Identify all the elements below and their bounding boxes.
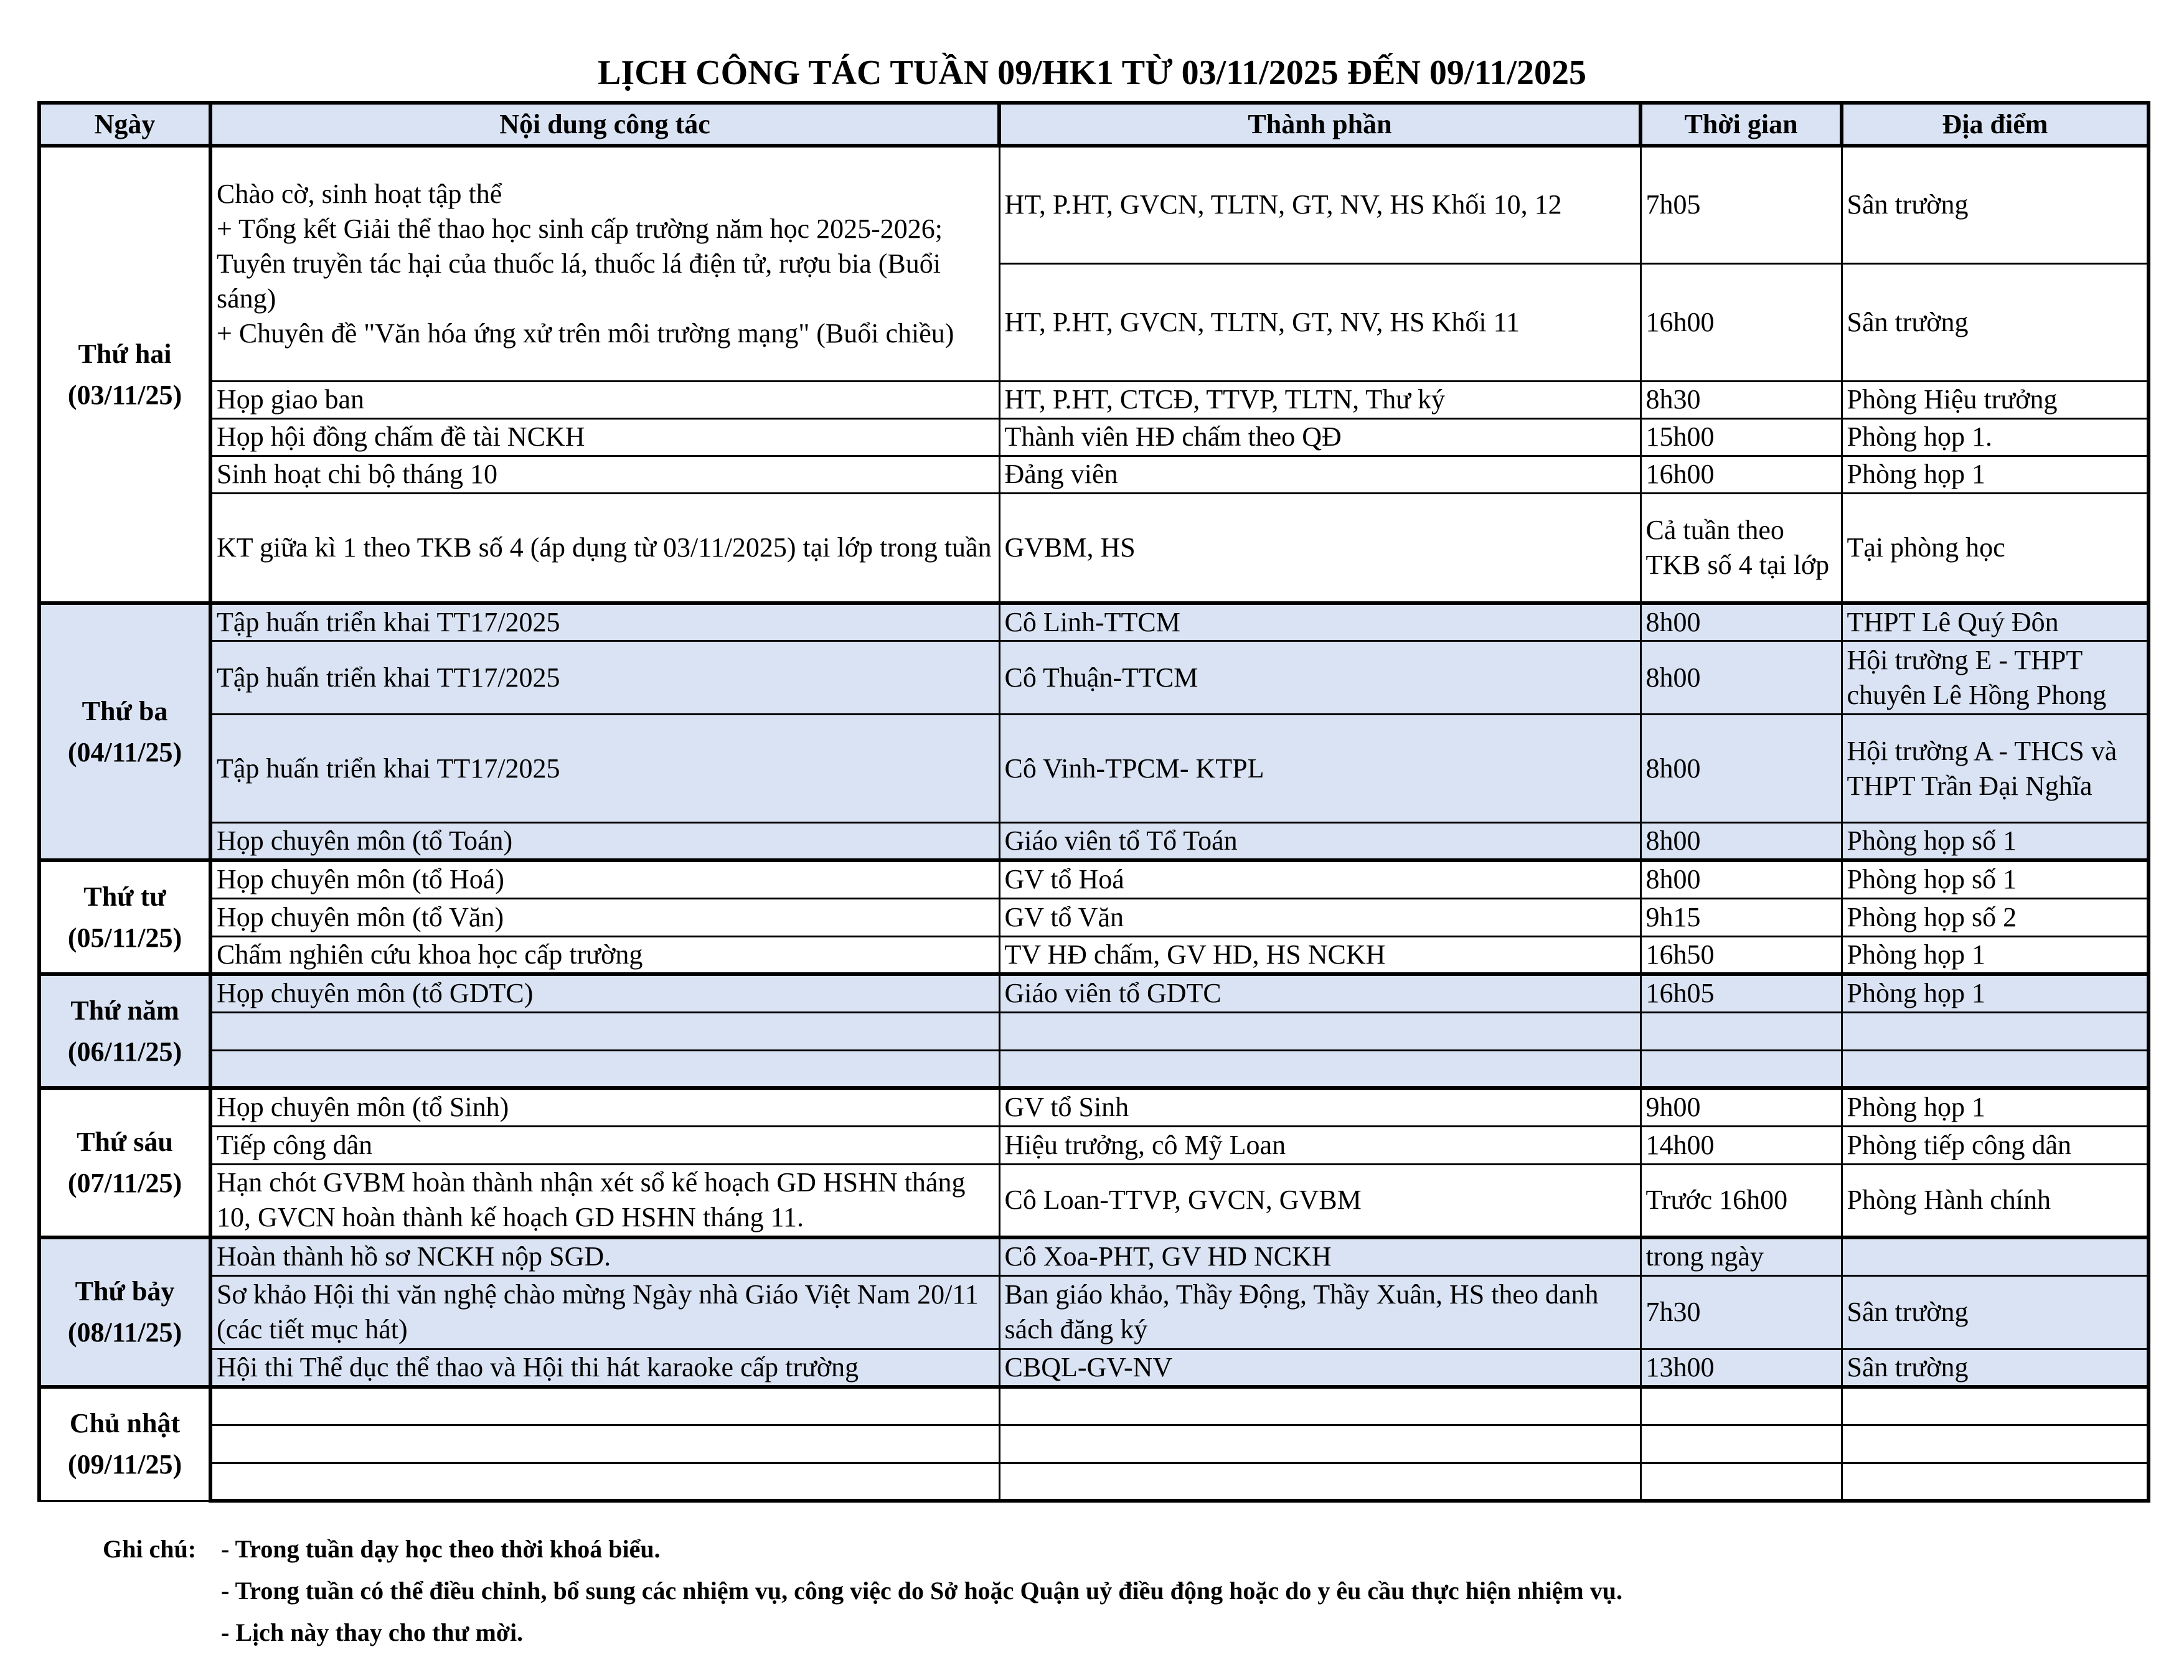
day-date: (08/11/25) [67,1317,182,1348]
location-cell: Sân trường [1842,263,2149,381]
location-cell: Phòng họp 1 [1842,974,2149,1012]
content-cell: Tập huấn triển khai TT17/2025 [210,715,999,823]
content-cell: Hạn chót GVBM hoàn thành nhận xét sổ kế hoạch GD HSHN tháng 10, GVCN hoàn thành kế hoạch GD HSHN tháng 11. [210,1164,999,1237]
table-row [39,456,2149,493]
content-cell: Họp hội đồng chấm đề tài NCKH [210,418,999,456]
location-cell: Phòng họp 1. [1842,418,2149,456]
participants-cell: Cô Xoa-PHT, GV HD NCKH [999,1237,1640,1275]
table-row [39,603,2149,641]
content-cell: Hội thi Thể dục thể thao và Hội thi hát karaoke cấp trường [210,1349,999,1387]
participants-cell [999,1012,1640,1050]
table-row [39,641,2149,715]
content-cell: Họp chuyên môn (tổ Toán) [210,823,999,861]
time-cell: 15h00 [1640,418,1842,456]
time-cell: 8h30 [1640,381,1842,418]
time-cell: Trước 16h00 [1640,1164,1842,1237]
header-location: Địa điểm [1842,103,2149,146]
participants-cell: CBQL-GV-NV [999,1349,1640,1387]
content-cell: Tập huấn triển khai TT17/2025 [210,641,999,715]
day-name: Thứ hai [78,338,172,369]
location-cell: Hội trường A - THCS và THPT Trần Đại Nghĩa [1842,715,2149,823]
day-date: (09/11/25) [67,1449,182,1480]
location-cell: THPT Lê Quý Đôn [1842,603,2149,641]
day-cell [39,1237,210,1387]
content-cell: Họp chuyên môn (tổ GDTC) [210,974,999,1012]
participants-cell [999,1050,1640,1088]
location-cell: Sân trường [1842,1349,2149,1387]
location-cell: Tại phòng học [1842,493,2149,603]
content-cell: Tiếp công dân [210,1126,999,1164]
participants-cell: GV tổ Hoá [999,860,1640,898]
time-cell [1640,1463,1842,1501]
content-cell [210,1012,999,1050]
content-cell: KT giữa kì 1 theo TKB số 4 (áp dụng từ 03/11/2025) tại lớp trong tuần [210,493,999,603]
notes-label: Ghi chú: [103,1535,197,1563]
time-cell: 8h00 [1640,641,1842,715]
day-cell [39,1387,210,1501]
day-cell [39,603,210,860]
participants-cell: Giáo viên tổ Tổ Toán [999,823,1640,861]
time-cell: 9h00 [1640,1088,1842,1126]
header-time: Thời gian [1640,103,1842,146]
time-cell: 16h00 [1640,263,1842,381]
time-cell [1640,1012,1842,1050]
table-row [39,1088,2149,1126]
participants-cell: Giáo viên tổ GDTC [999,974,1640,1012]
location-cell [1842,1387,2149,1425]
content-cell [210,1425,999,1463]
location-cell [1842,1012,2149,1050]
time-cell: 8h00 [1640,823,1842,861]
location-cell: Phòng họp 1 [1842,936,2149,974]
content-cell [210,1050,999,1088]
location-cell [1842,1237,2149,1275]
table-row [39,1164,2149,1237]
participants-cell: GV tổ Sinh [999,1088,1640,1126]
header-participants: Thành phần [999,103,1640,146]
table-row [39,898,2149,936]
time-cell: 7h05 [1640,146,1842,263]
time-cell [1640,1050,1842,1088]
day-date: (05/11/25) [67,922,182,953]
table-row [39,860,2149,898]
table-row [39,1012,2149,1050]
participants-cell: Cô Loan-TTVP, GVCN, GVBM [999,1164,1640,1237]
note-row [103,1570,1622,1612]
table-row [39,823,2149,861]
day-name: Thứ năm [70,995,179,1026]
location-cell [1842,1050,2149,1088]
table-row [39,146,2149,263]
content-cell [210,1387,999,1425]
content-cell [210,1463,999,1501]
time-cell: 16h50 [1640,936,1842,974]
time-cell: 9h15 [1640,898,1842,936]
time-cell: 8h00 [1640,715,1842,823]
table-row [39,1425,2149,1463]
time-cell: 13h00 [1640,1349,1842,1387]
participants-cell: Cô Thuận-TTCM [999,641,1640,715]
location-cell: Phòng Hành chính [1842,1164,2149,1237]
day-name: Thứ ba [82,695,168,726]
day-cell [39,146,210,603]
content-cell: Tập huấn triển khai TT17/2025 [210,603,999,641]
participants-cell: Đảng viên [999,456,1640,493]
time-cell: 8h00 [1640,860,1842,898]
content-cell: Họp giao ban [210,381,999,418]
participants-cell: Hiệu trưởng, cô Mỹ Loan [999,1126,1640,1164]
day-date: (07/11/25) [67,1168,182,1198]
note-row [103,1612,1622,1653]
day-name: Thứ bảy [75,1276,175,1307]
time-cell: 16h00 [1640,456,1842,493]
schedule-table [37,101,2150,1503]
table-row [39,715,2149,823]
content-cell: Chào cờ, sinh hoạt tập thể + Tổng kết Giải thể thao học sinh cấp trường năm học 2025-2026; Tuyên truyền tác hại của thuốc lá, thuốc lá điện tử, rượu bia (Buổi sáng) + Chuyên đề "Văn hóa ứng xử trên môi trường mạng" (Buổi chiều) [210,146,999,381]
time-cell: Cả tuần theo TKB số 4 tại lớp [1640,493,1842,603]
time-cell: 16h05 [1640,974,1842,1012]
table-row [39,1126,2149,1164]
header-row [39,103,2149,146]
time-cell: 8h00 [1640,603,1842,641]
table-row [39,418,2149,456]
table-row [39,1237,2149,1275]
participants-cell: HT, P.HT, GVCN, TLTN, GT, NV, HS Khối 10, 12 [999,146,1640,263]
day-cell [39,860,210,974]
content-cell: Chấm nghiên cứu khoa học cấp trường [210,936,999,974]
content-cell: Sơ khảo Hội thi văn nghệ chào mừng Ngày nhà Giáo Việt Nam 20/11 (các tiết mục hát) [210,1275,999,1349]
participants-cell: Cô Linh-TTCM [999,603,1640,641]
note-line: - Trong tuần dạy học theo thời khoá biểu. [221,1535,661,1563]
participants-cell [999,1425,1640,1463]
location-cell: Sân trường [1842,1275,2149,1349]
location-cell: Sân trường [1842,146,2149,263]
header-day: Ngày [39,103,210,146]
location-cell: Hội trường E - THPT chuyên Lê Hồng Phong [1842,641,2149,715]
day-date: (04/11/25) [67,736,182,767]
location-cell: Phòng họp 1 [1842,1088,2149,1126]
participants-cell: TV HĐ chấm, GV HD, HS NCKH [999,936,1640,974]
content-cell: Họp chuyên môn (tổ Hoá) [210,860,999,898]
participants-cell: GV tổ Văn [999,898,1640,936]
table-row [39,1349,2149,1387]
day-cell [39,974,210,1088]
location-cell: Phòng họp số 2 [1842,898,2149,936]
time-cell: trong ngày [1640,1237,1842,1275]
day-name: Thứ sáu [77,1127,173,1157]
content-cell: Họp chuyên môn (tổ Sinh) [210,1088,999,1126]
location-cell: Phòng họp số 1 [1842,860,2149,898]
location-cell: Phòng Hiệu trưởng [1842,381,2149,418]
note-line: - Trong tuần có thể điều chỉnh, bổ sung các nhiệm vụ, công việc do Sở hoặc Quận uỷ điều động hoặc do y êu cầu thực hiện nhiệm vụ. [221,1577,1622,1605]
table-row [39,1275,2149,1349]
participants-cell [999,1463,1640,1501]
table-row [39,974,2149,1012]
content-cell: Hoàn thành hồ sơ NCKH nộp SGD. [210,1237,999,1275]
time-cell [1640,1425,1842,1463]
header-content: Nội dung công tác [210,103,999,146]
day-name: Thứ tư [83,881,166,912]
table-row [39,1387,2149,1425]
location-cell: Phòng họp số 1 [1842,823,2149,861]
location-cell [1842,1425,2149,1463]
location-cell: Phòng tiếp công dân [1842,1126,2149,1164]
table-row [39,381,2149,418]
note-row [103,1528,1622,1570]
day-date: (03/11/25) [67,379,182,410]
time-cell [1640,1387,1842,1425]
participants-cell: Ban giáo khảo, Thầy Động, Thầy Xuân, HS theo danh sách đăng ký [999,1275,1640,1349]
table-row [39,1463,2149,1501]
table-row [39,1050,2149,1088]
location-cell [1842,1463,2149,1501]
day-cell [39,1088,210,1237]
time-cell: 7h30 [1640,1275,1842,1349]
table-row [39,936,2149,974]
content-cell: Họp chuyên môn (tổ Văn) [210,898,999,936]
time-cell: 14h00 [1640,1126,1842,1164]
participants-cell: Thành viên HĐ chấm theo QĐ [999,418,1640,456]
notes-section [103,1528,1622,1653]
note-line: - Lịch này thay cho thư mời. [221,1618,524,1646]
participants-cell: Cô Vinh-TPCM- KTPL [999,715,1640,823]
table-row [39,493,2149,603]
participants-cell: HT, P.HT, CTCĐ, TTVP, TLTN, Thư ký [999,381,1640,418]
participants-cell: HT, P.HT, GVCN, TLTN, GT, NV, HS Khối 11 [999,263,1640,381]
day-name: Chủ nhật [69,1408,181,1439]
location-cell: Phòng họp 1 [1842,456,2149,493]
day-date: (06/11/25) [67,1036,182,1067]
participants-cell [999,1387,1640,1425]
content-cell: Sinh hoạt chi bộ tháng 10 [210,456,999,493]
participants-cell: GVBM, HS [999,493,1640,603]
page-title: LỊCH CÔNG TÁC TUẦN 09/HK1 TỪ 03/11/2025 ĐẾN 09/11/2025 [598,54,1586,92]
